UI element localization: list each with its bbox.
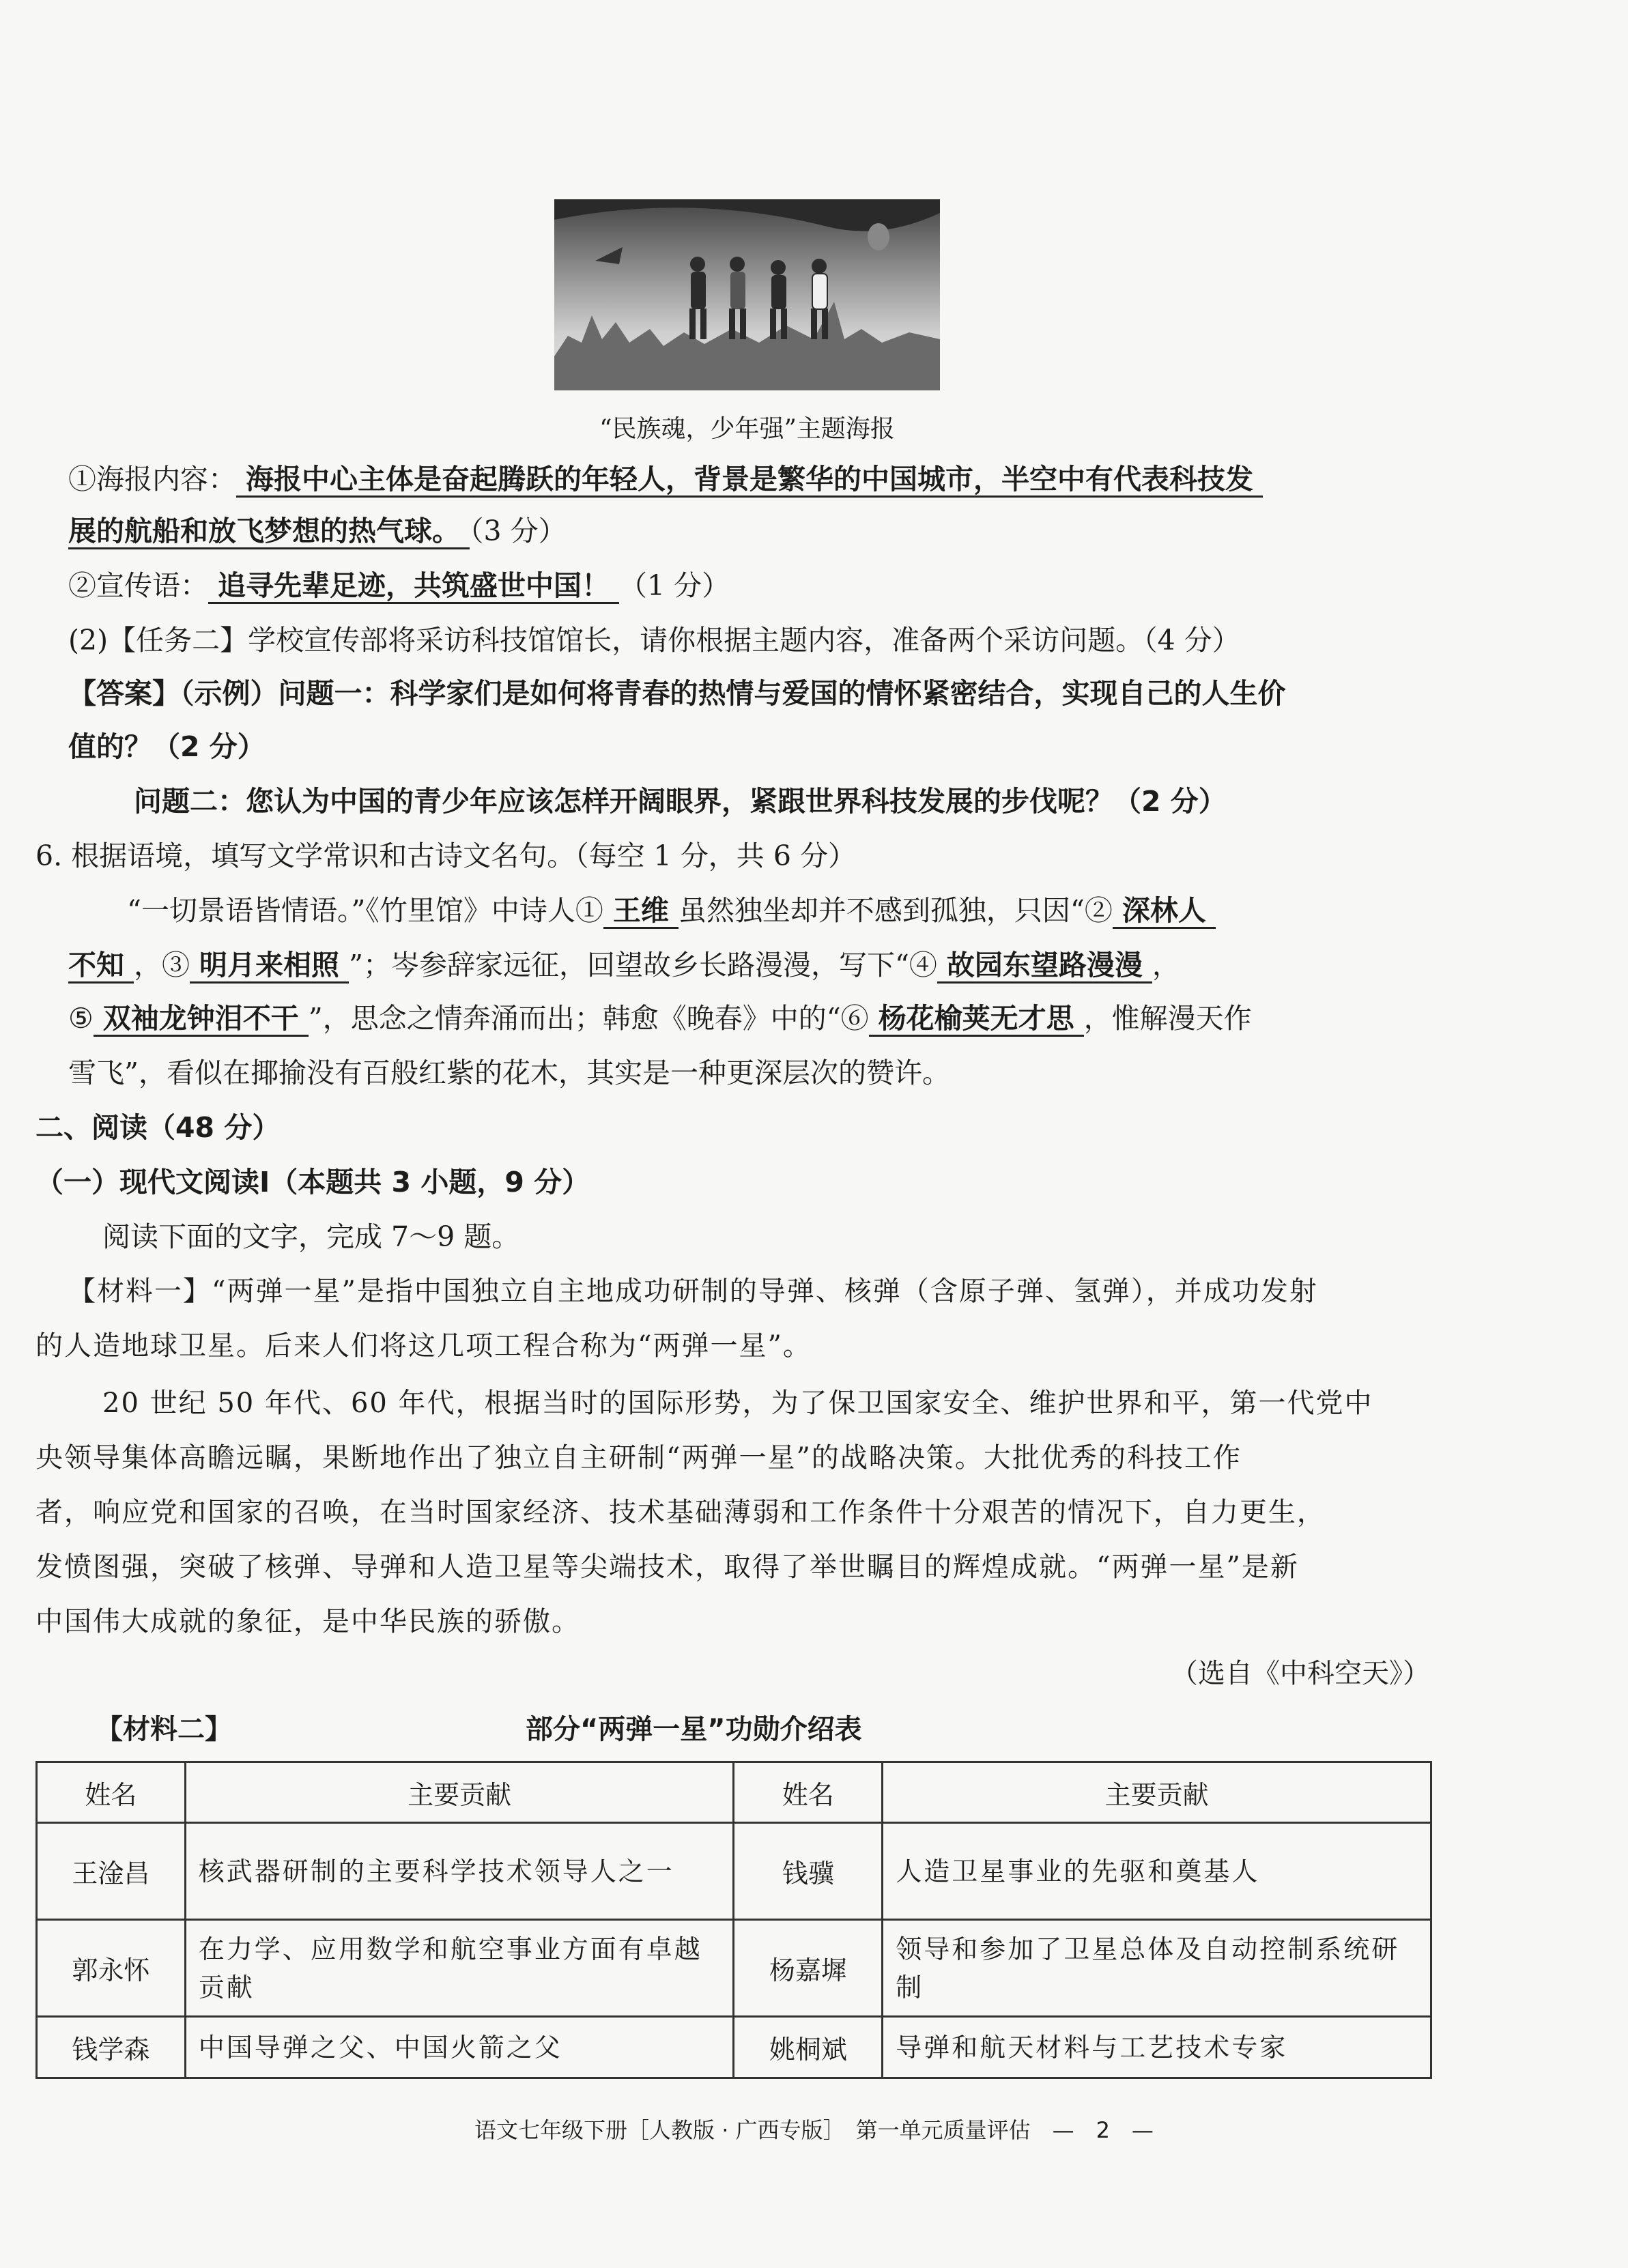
table-row — [37, 2017, 1431, 2078]
cell-name: 杨嘉墀 — [734, 1920, 883, 2017]
header-name-1: 姓名 — [37, 1762, 186, 1823]
q1-answer-part2: 展的航船和放飞梦想的热气球。 — [68, 515, 470, 549]
q6-text-3: ，③ — [134, 949, 190, 981]
cell-contribution: 导弹和航天材料与工艺技术专家 — [883, 2017, 1431, 2078]
q6-text-4: ”；岑参辞家远征，回望故乡长路漫漫，写下“④ — [349, 949, 937, 981]
page-footer: 语文七年级下册［人教版 · 广西专版］ 第一单元质量评估 — 2 — — [474, 2117, 1154, 2143]
table-row — [37, 1920, 1431, 2017]
cell-contribution: 在力学、应用数学和航空事业方面有卓越贡献 — [185, 1920, 734, 2017]
q1-label: ①海报内容： — [68, 463, 236, 496]
header-contrib-2: 主要贡献 — [883, 1762, 1431, 1823]
section-heading: 二、阅读（48 分） — [35, 1111, 281, 1144]
q6-text-8: ，惟解漫天作 — [1083, 1002, 1252, 1035]
cell-name: 郭永怀 — [37, 1920, 186, 2017]
cell-name: 钱学森 — [37, 2017, 186, 2078]
task1-q2-line — [68, 568, 730, 603]
q6-line3 — [68, 1001, 1252, 1036]
cell-contribution: 领导和参加了卫星总体及自动控制系统研制 — [883, 1920, 1431, 2017]
q6-blank-4: 故园东望路漫漫 — [937, 949, 1152, 984]
table-row — [37, 1823, 1431, 1920]
cell-contribution: 核武器研制的主要科学技术领导人之一 — [185, 1823, 734, 1920]
honor-table — [35, 1761, 1432, 2079]
task1-q1-line1 — [68, 461, 1263, 497]
task2-answer-line2: 值的？（2 分） — [68, 730, 266, 763]
para2-line3: 者，响应党和国家的召唤，在当时国家经济、技术基础薄弱和工作条件十分艰苦的情况下，自力更生， — [35, 1497, 1326, 1528]
q2-answer: 追寻先辈足迹，共筑盛世中国！ — [208, 569, 619, 604]
ship-icon — [595, 247, 623, 264]
q6-line2 — [68, 947, 1180, 983]
q2-label: ②宣传语： — [68, 569, 208, 602]
material2-label: 【材料二】 — [96, 1714, 232, 1745]
task2-prompt: (2)【任务二】学校宣传部将采访科技馆馆长，请你根据主题内容，准备两个采访问题。（4 分） — [68, 624, 1240, 657]
q1-score: （3 分） — [470, 515, 567, 547]
para2-line5: 中国伟大成就的象征，是中华民族的骄傲。 — [35, 1606, 580, 1637]
header-name-2: 姓名 — [734, 1762, 883, 1823]
balloon-icon — [868, 223, 889, 250]
task2-answer-line3: 问题二：您认为中国的青少年应该怎样开阔眼界，紧跟世界科技发展的步伐呢？（2 分） — [134, 785, 1227, 818]
q6-prompt: 6. 根据语境，填写文学常识和古诗文名句。（每空 1 分，共 6 分） — [35, 839, 856, 872]
cell-contribution: 人造卫星事业的先驱和奠基人 — [883, 1823, 1431, 1920]
cell-contribution: 中国导弹之父、中国火箭之父 — [185, 2017, 734, 2078]
para2-line4: 发愤图强，突破了核弹、导弹和人造卫星等尖端技术，取得了举世瞩目的辉煌成就。“两弹一星”是新 — [35, 1551, 1299, 1583]
q1-answer-part1: 海报中心主体是奋起腾跃的年轻人，背景是繁华的中国城市，半空中有代表科技发 — [236, 463, 1263, 498]
task2-answer-line1: 【答案】（示例）问题一：科学家们是如何将青春的热情与爱国的情怀紧密结合，实现自己的人生价 — [68, 677, 1286, 710]
q6-text-1: “一切景语皆情语。”《竹里馆》中诗人① — [127, 894, 603, 927]
poster-caption: “民族魂，少年强”主题海报 — [599, 415, 895, 443]
q6-blank-2a: 深林人 — [1113, 894, 1216, 929]
source-citation: （选自《中科空天》） — [1171, 1658, 1430, 1689]
material1-line2: 的人造地球卫星。后来人们将这几项工程合称为“两弹一星”。 — [35, 1330, 812, 1362]
reading-intro: 阅读下面的文字，完成 7～9 题。 — [102, 1220, 520, 1253]
q6-text-6: ⑤ — [68, 1002, 94, 1035]
q2-score: （1 分） — [619, 569, 730, 602]
q6-blank-3: 明月来相照 — [190, 949, 349, 984]
q6-text-2: 虽然独坐却并不感到孤独，只因“② — [678, 894, 1113, 927]
q6-blank-1: 王维 — [603, 894, 679, 929]
cell-name: 钱骥 — [734, 1823, 883, 1920]
q6-line1 — [127, 893, 1216, 928]
q6-line4: 雪飞”，看似在揶揄没有百般红紫的花木，其实是一种更深层次的赞许。 — [68, 1057, 950, 1089]
q6-blank-6: 杨花榆荚无才思 — [869, 1002, 1084, 1037]
q6-blank-2b: 不知 — [68, 949, 134, 984]
q6-blank-5: 双袖龙钟泪不干 — [94, 1002, 309, 1037]
cell-name: 姚桐斌 — [734, 2017, 883, 2078]
header-contrib-1: 主要贡献 — [185, 1762, 734, 1823]
table-header-row — [37, 1762, 1431, 1823]
para2-line1: 20 世纪 50 年代、60 年代，根据当时的国际形势，为了保卫国家安全、维护世界和平，第一代党中 — [102, 1388, 1373, 1419]
material1-line1: 【材料一】“两弹一星”是指中国独立自主地成功研制的导弹、核弹（含原子弹、氢弹），并成功发射 — [68, 1276, 1318, 1307]
task1-q1-line2 — [68, 513, 567, 549]
para2-line2: 央领导集体高瞻远瞩，果断地作出了独立自主研制“两弹一星”的战略决策。大批优秀的科技工作 — [35, 1442, 1242, 1474]
poster-illustration — [554, 199, 940, 390]
q6-text-7: ”，思念之情奔涌而出；韩愈《晚春》中的“⑥ — [308, 1002, 869, 1035]
q6-text-5: ， — [1152, 949, 1180, 981]
table-title: 部分“两弹一星”功勋介绍表 — [526, 1714, 862, 1745]
poster-image — [554, 199, 940, 390]
subsection-heading: （一）现代文阅读Ⅰ（本题共 3 小题，9 分） — [35, 1166, 590, 1198]
cell-name: 王淦昌 — [37, 1823, 186, 1920]
